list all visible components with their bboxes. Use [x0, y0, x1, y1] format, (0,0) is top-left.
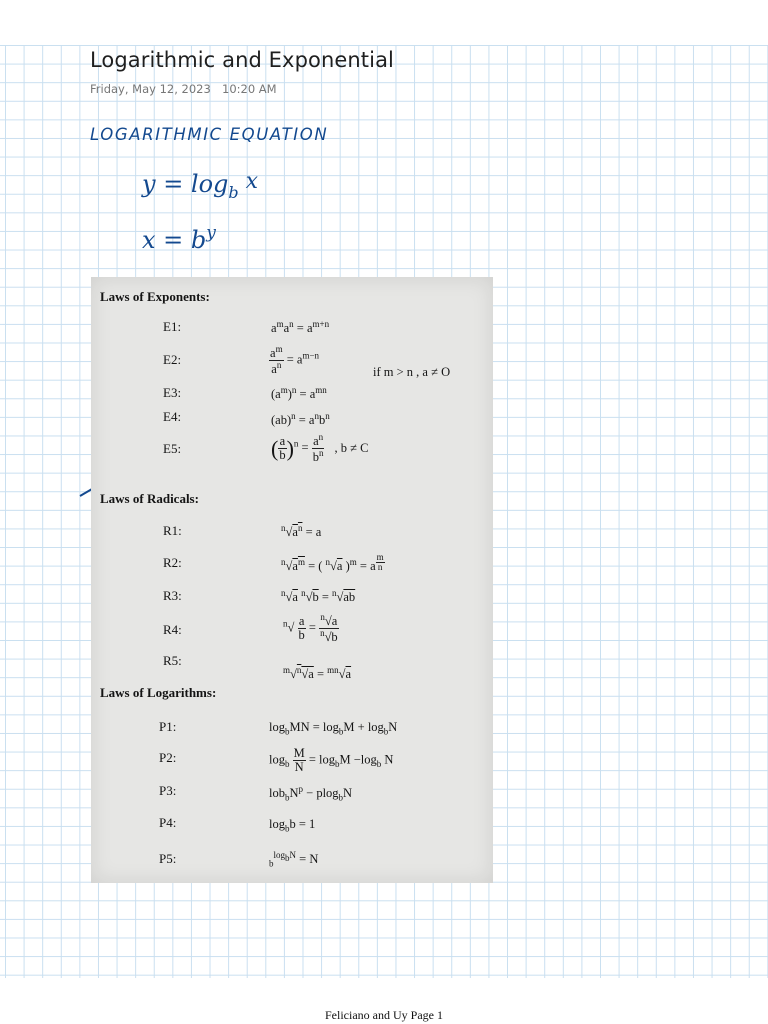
- e2-condition: if m > n , a ≠ O: [373, 365, 451, 379]
- formula-r3: $^n$√a $^n$√b = $^n$√ab: [281, 588, 356, 605]
- formula-e4: $(ab)^n = a^nb^n$: [271, 411, 330, 428]
- note-date: Friday, May 12, 2023: [90, 82, 211, 96]
- formula-p3: $lob_bN^p - plog_bN$: [269, 784, 353, 803]
- law-label-e3: E3:: [163, 385, 182, 400]
- law-label-p1: P1:: [159, 719, 177, 734]
- note-time: 10:20 AM: [222, 82, 277, 96]
- e5-condition: , b ≠ C: [334, 440, 369, 455]
- law-label-r2: R2:: [163, 555, 182, 570]
- scanned-laws-image: [91, 277, 493, 883]
- formula-p1: $\log_bMN = \log_bM + \log_bN$: [269, 720, 398, 737]
- formula-p4: $\log_bb = 1$: [269, 817, 316, 834]
- formula-r5: $^m$√$^n$√a = $^{mn}$√a: [283, 665, 352, 682]
- law-label-r1: R1:: [163, 523, 182, 538]
- formula-p5: $_b^{log_bN}$ = N: [269, 850, 319, 869]
- law-label-e4: E4:: [163, 409, 182, 424]
- formula-e2: $\frac{a^m}{a^n}$ = $a^{m-n}$: [270, 344, 320, 377]
- formula-r2: $^n√a^m$ = ( $^n$√a )$^m$ = a $^{\frac{m}{n}}$: [281, 552, 384, 574]
- law-label-p5: P5:: [159, 851, 177, 866]
- law-label-r3: R3:: [163, 588, 182, 603]
- handwritten-heading: LOGARITHMIC EQUATION: [90, 125, 329, 144]
- page-footer: Feliciano and Uy Page 1: [325, 1008, 443, 1022]
- formula-r1: $^n√a^n = a$: [281, 523, 322, 540]
- radicals-heading: Laws of Radicals:: [100, 491, 199, 506]
- law-label-p3: P3:: [159, 783, 177, 798]
- law-label-e2: E2:: [163, 352, 182, 367]
- law-label-e1: E1:: [163, 319, 182, 334]
- logarithms-heading: Laws of Logarithms:: [100, 685, 217, 700]
- law-label-p4: P4:: [159, 815, 177, 830]
- page-title: Logarithmic and Exponential: [90, 48, 394, 72]
- formula-e5: ( $\frac{a}{b}$ )$^n$ = $\frac{a^n}{b^n}$ , b ≠ C: [271, 432, 369, 465]
- law-label-r4: R4:: [163, 622, 182, 637]
- law-label-p2: P2:: [159, 750, 177, 765]
- handwritten-equation-exp: $x = b^y$: [142, 223, 216, 254]
- formula-r4: $^n$√ $\frac{a}{b}$ = $\frac{^n√a}{^n√b}$: [283, 612, 338, 645]
- law-label-r5: R5:: [163, 653, 182, 668]
- formula-p2: $\log_b$ $\frac{M}{N}$ = $\log_bM -\log_b$ N: [269, 746, 394, 775]
- law-label-e5: E5:: [163, 441, 182, 456]
- formula-e3: $(a^m)^n = a^{mn}$: [271, 385, 327, 402]
- handwritten-equation-log: $y = \log_b x$: [142, 169, 259, 202]
- formula-e1: $a^ma^n = a^{m+n}$: [271, 319, 330, 336]
- exponents-heading: Laws of Exponents:: [100, 289, 210, 304]
